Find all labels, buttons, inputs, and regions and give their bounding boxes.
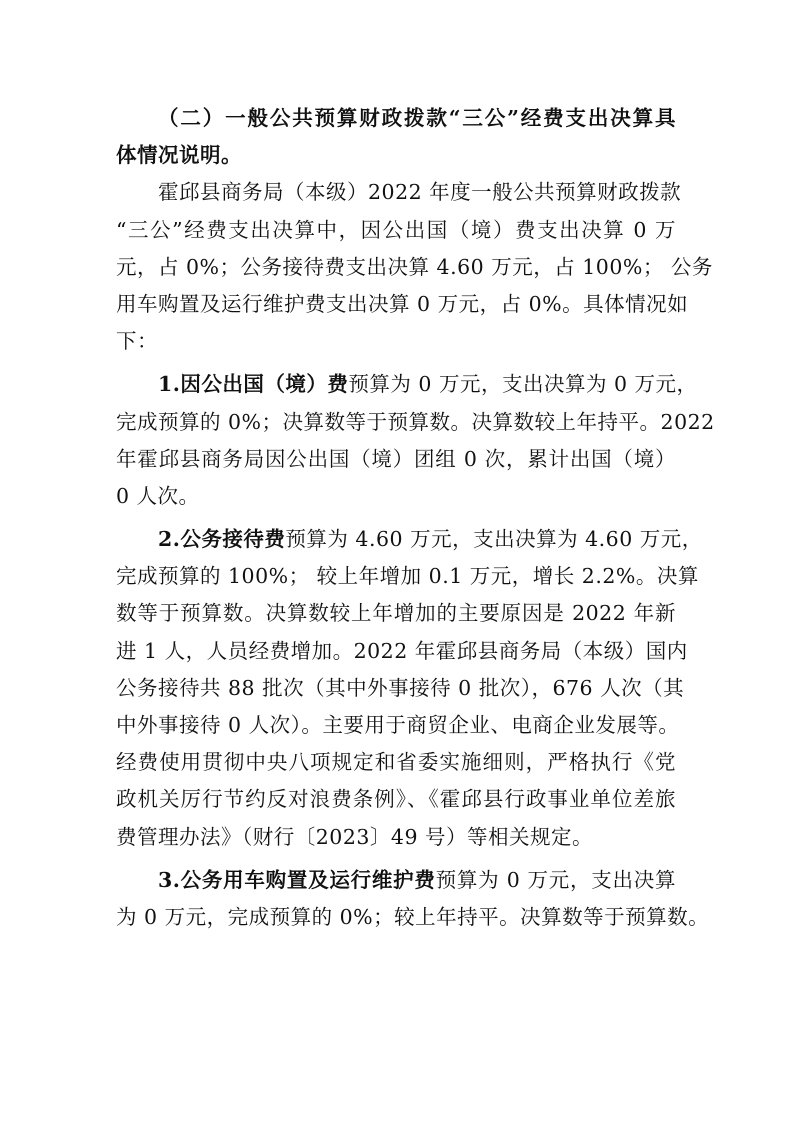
item-3-heading: 3.公务用车购置及运行维护费: [158, 867, 436, 892]
item-2-paragraph: [116, 521, 703, 856]
item-1-line-4: 0 人次。: [116, 483, 200, 508]
intro-line-1: 霍邱县商务局（本级）2022 年度一般公共预算财政拨款: [158, 180, 682, 205]
item-1-line-1: [116, 366, 698, 403]
item-3-line-1: [116, 862, 676, 899]
item-1-paragraph: [116, 366, 715, 515]
intro-line-2: “三公”经费支出决算中，因公出国（境）费支出决算 0 万: [116, 217, 676, 242]
item-3-line-2: 为 0 万元，完成预算的 0%；较上年持平。决算数等于预算数。: [116, 904, 710, 929]
item-2-line-2: 完成预算的 100%； 较上年增加 0.1 万元，增长 2.2%。决算: [116, 564, 699, 589]
item-1-line-2: 完成预算的 0%；决算数等于预算数。决算数较上年持平。2022: [116, 409, 715, 434]
section-title-line-2: 体情况说明。: [116, 143, 242, 168]
item-1-line-1-text: 预算为 0 万元，支出决算为 0 万元，: [348, 372, 698, 397]
item-1-heading: 1.因公出国（境）费: [158, 372, 349, 397]
item-2-line-6: 中外事接待 0 人次）。主要用于商贸企业、电商企业发展等。: [116, 713, 680, 737]
item-3-line-1-text: 预算为 0 万元，支出决算: [435, 867, 677, 892]
document-page: [116, 100, 715, 936]
item-2-line-9: 费管理办法》（财行〔2023〕49 号）等相关规定。: [116, 824, 594, 849]
item-2-line-7: 经费使用贯彻中央八项规定和省委实施细则，严格执行《党: [116, 750, 676, 775]
intro-line-5: 下：: [116, 329, 158, 354]
item-2-line-8: 政机关厉行节约反对浪费条例》、《霍邱县行政事业单位差旅: [116, 787, 676, 812]
item-2-line-1: [116, 521, 703, 558]
item-3-paragraph: [116, 862, 710, 936]
item-2-heading: 2.公务接待费: [158, 527, 286, 552]
item-1-line-3: 年霍邱县商务局因公出国（境）团组 0 次，累计出国（境）: [116, 446, 676, 471]
item-2-line-5: 公务接待共 88 批次（其中外事接待 0 批次），676 人次（其: [116, 675, 685, 700]
item-2-line-4: 进 1 人，人员经费增加。2022 年霍邱县商务局（本级）国内: [116, 638, 688, 663]
item-2-line-1-text: 预算为 4.60 万元，支出决算为 4.60 万元，: [285, 527, 703, 552]
intro-paragraph: [116, 174, 713, 360]
intro-line-3: 元，占 0%；公务接待费支出决算 4.60 万元，占 100%； 公务: [116, 254, 713, 279]
section-title-line-1: （二）一般公共预算财政拨款“三公”经费支出决算具: [158, 106, 676, 130]
item-2-line-3: 数等于预算数。决算数较上年增加的主要原因是 2022 年新: [116, 601, 676, 626]
intro-line-4: 用车购置及运行维护费支出决算 0 万元，占 0%。具体情况如: [116, 291, 689, 316]
